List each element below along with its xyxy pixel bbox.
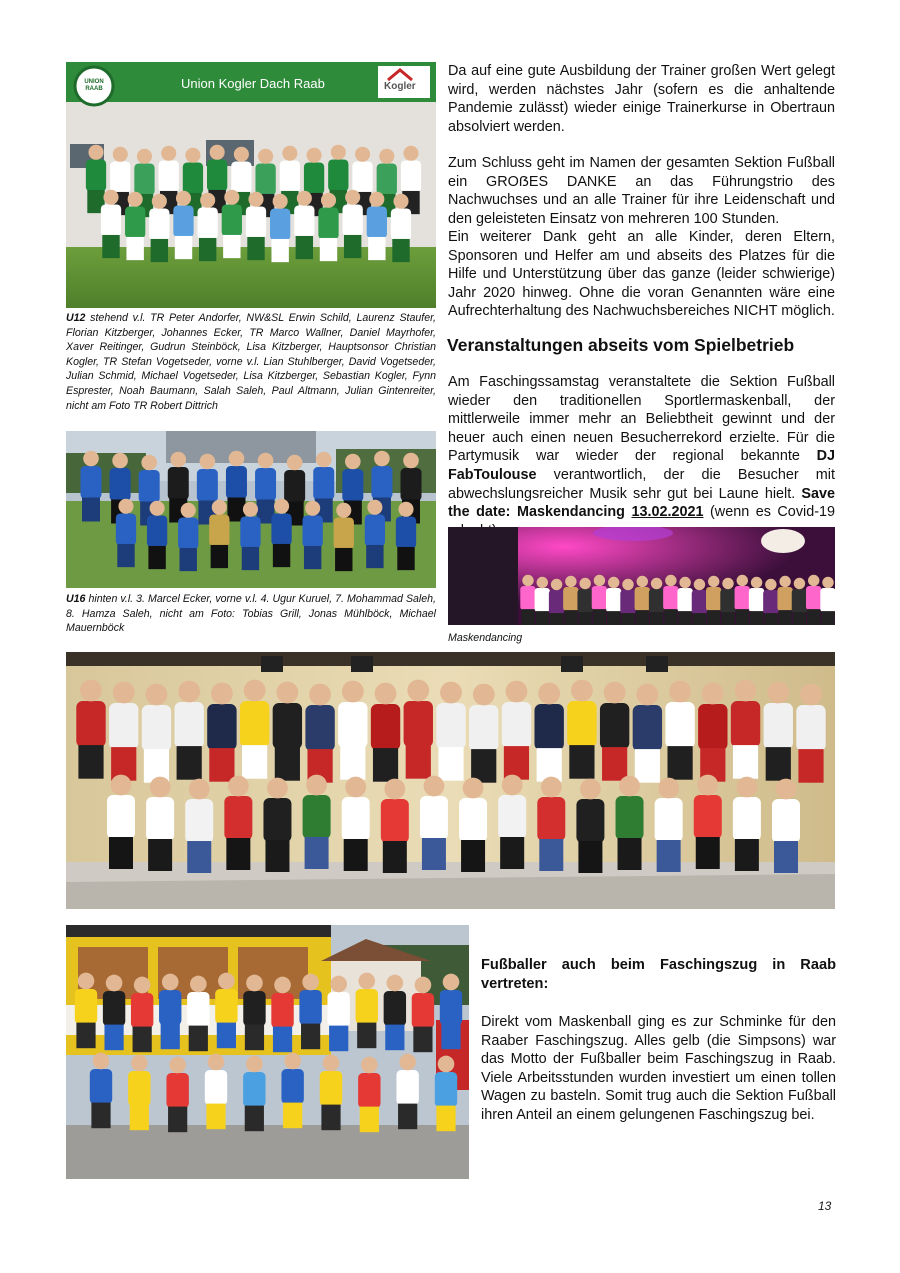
paragraph-maskenball	[448, 373, 835, 540]
sponsor-logo: Kogler	[384, 81, 416, 92]
paragraph-faschingszug: Direkt vom Maskenball ging es zur Schminke für den Raaber Faschingszug. Alles gelb (die Simpsons) war das Motto der Fußballer beim Faschingszug in Raab. Viele Arbeitsstunden wurden investiert um einen tollen Wagen zu basteln. Somit trug auch die Sektion Fußball ihren Anteil an einem gelungenen Faschingszug bei.	[481, 1014, 836, 1123]
u12-caption-lead: U12	[66, 312, 86, 324]
maskenball-text-c: (wenn es Covid-19	[710, 504, 836, 521]
paragraph-thanks-supporters: Ein weiterer Dank geht an alle Kinder, deren Eltern, Sponsoren und Helfer am und abseits des Platzes für die Hilfe und Unterstützung über das ganze (leider schwierige) Jahr 2020 hinweg. Ohne die voran Genannten wäre eine Aufrechterhaltung des Nachwuchsbereiches NICHT möglich.	[448, 229, 835, 320]
faschingszug-heading: Fußballer auch beim Faschingszug in Raab vertreten:	[481, 957, 836, 992]
page-number: 13	[818, 1199, 832, 1213]
u16-team-photo	[66, 431, 436, 588]
save-the-date-value: 13.02.2021	[631, 504, 704, 521]
u16-caption-text: hinten v.l. 3. Marcel Ecker, vorne v.l. 4. Ugur Kuruel, 7. Mohammad Saleh, 8. Hamza Saleh, nicht am Foto: Tobias Grill, Jonas Mühlböck, Michael Mauernböck	[66, 593, 436, 635]
paragraph-thanks-leadership: Zum Schluss geht im Namen der gesamten Sektion Fußball ein GROẞES DANKE an das Führungstrio des Nachwuchses und an alle Trainer für ihre Leidenschaft und den geleisteten Einsatz von mehreren 100 Stunden.	[448, 155, 835, 227]
u16-caption	[66, 592, 436, 636]
dj-name: DJ FabToulouse	[448, 448, 835, 483]
fasching-group-photo	[66, 652, 835, 909]
save-the-date: Save the date: Maskendancing	[448, 485, 835, 521]
club-logo: UNION RAAB	[84, 79, 104, 92]
u12-team-photo	[66, 62, 436, 308]
maskendancing-photo	[448, 527, 835, 625]
paragraph-trainer-courses: Da auf eine gute Ausbildung der Trainer großen Wert gelegt wird, werden nächstes Jahr (sofern es die anhaltende Pandemie zulässt) wieder einige Trainerkurse in Obertraun absolviert werden.	[448, 63, 835, 135]
faschingszug-photo	[66, 925, 469, 1179]
maskenball-text-b: verantwortlich, der die Besucher mit abwechslungsreicher Musik sehr gut bei Laune hielt.	[448, 466, 835, 502]
maskenball-text-a: Am Faschingssamstag veranstaltete die Sektion Fußball wieder den traditionellen Sportlermaskenball, der mittlerweile immer mehr an Beliebtheit gewinnt und der heuer auch einen neuen Besucherrekord erzielte. Für die Partymusik war wieder der regional bekannte	[448, 374, 835, 465]
u16-caption-lead: U16	[66, 593, 86, 605]
maskendancing-caption: Maskendancing	[448, 632, 523, 644]
club-banner-title: Union Kogler Dach Raab	[181, 76, 325, 91]
section-heading-events: Veranstaltungen abseits vom Spielbetrieb	[447, 335, 795, 355]
u12-caption	[66, 311, 436, 413]
u12-caption-text: stehend v.l. TR Peter Andorfer, NW&SL Erwin Schild, Laurenz Staufer, Florian Kitzberger, Johannes Ecker, TR Marco Wallner, Daniel Mayrhofer, Xaver Reitinger, Gudrun Steinböck, Lisa Kitzberger, Hauptsonsor Christian Kogler, TR Stefan Vogetseder, vorne v.l. Lian Stuhlberger, David Vogetseder, Julian Schmid, Michael Vogetseder, Lisa Kitzberger, Sebastian Kogler, Fynn Esprester, Noah Baumann, Salah Saleh, Paul Altmann, Julian Gintenreiter, nicht am Foto TR Robert Dittrich	[66, 312, 436, 412]
